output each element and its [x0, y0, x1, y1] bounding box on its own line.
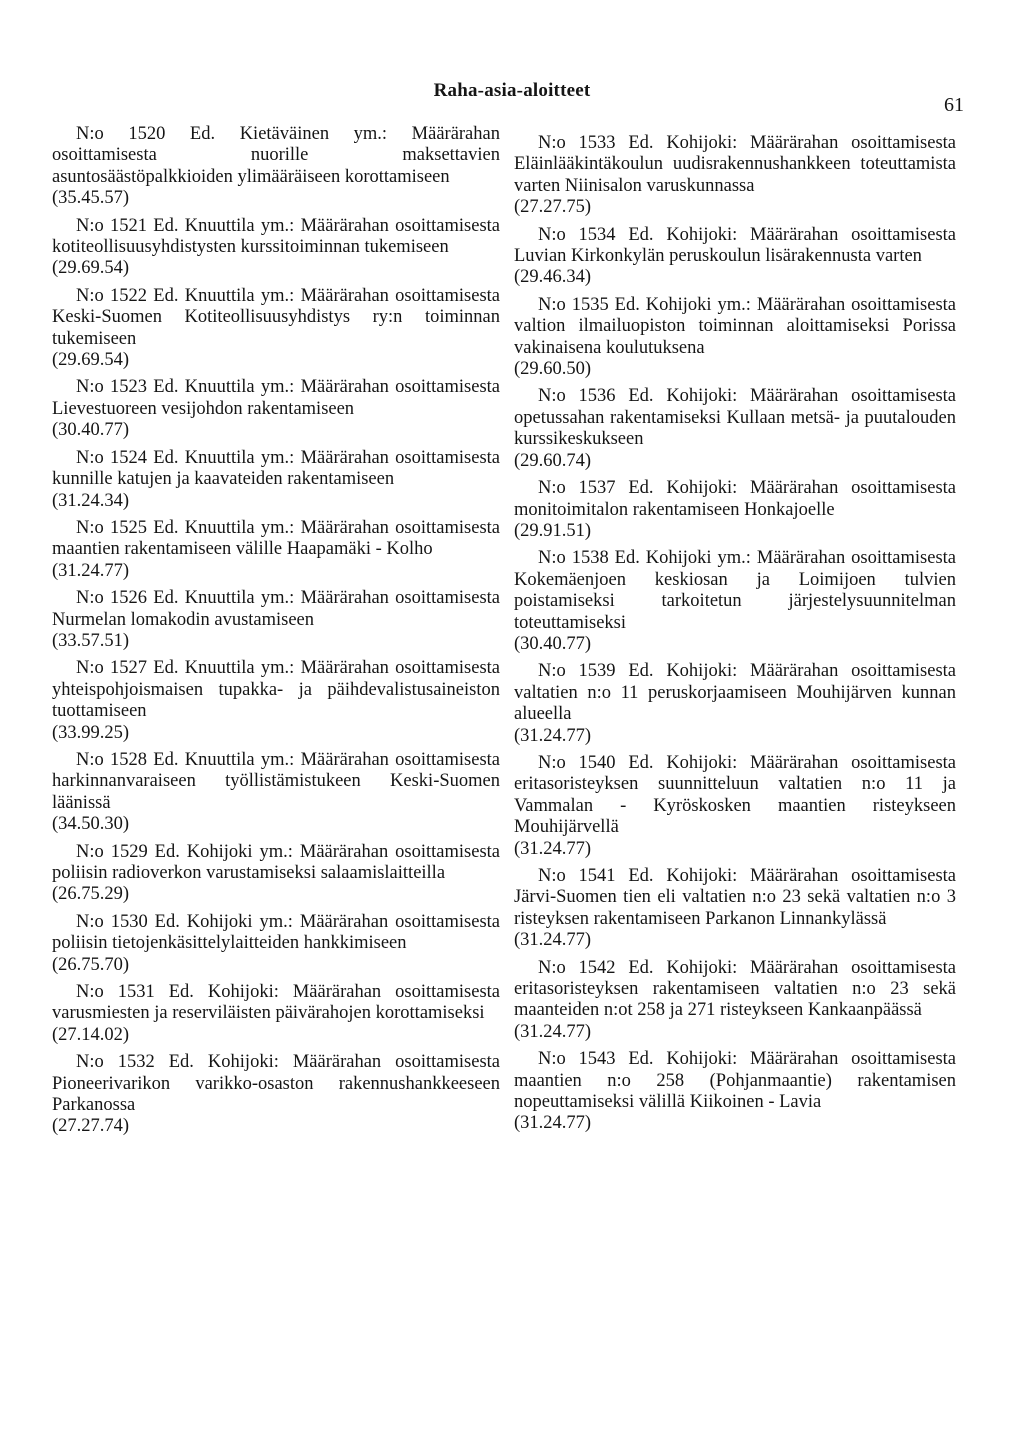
entry-code: (29.69.54) — [52, 258, 130, 279]
entry-text: N:o 1535 Ed. Kohijoki ym.: Määrärahan osoittamisesta valtion ilmailuopiston toiminnan aloittamiseksi Porissa vakinaisena koulutuksena — [514, 294, 956, 358]
entry — [52, 842, 500, 906]
entry-text: N:o 1527 Ed. Knuuttila ym.: Määrärahan osoittamisesta yhteispohjoismaisen tupakka- ja päihdevalistusaineiston tuottamiseen — [52, 658, 500, 722]
entry-text: N:o 1528 Ed. Knuuttila ym.: Määrärahan osoittamisesta harkinnanvaraiseen työllistämistukeen Keski-Suomen läänissä — [52, 749, 500, 813]
entry — [514, 661, 956, 747]
entry-text: N:o 1542 Ed. Kohijoki: Määrärahan osoittamisesta eritasoristeyksen rakentamiseen valtatien n:o 23 sekä maanteiden n:ot 258 ja 271 risteykseen Kankaanpäässä — [514, 957, 956, 1021]
entry-text: N:o 1529 Ed. Kohijoki ym.: Määrärahan osoittamisesta poliisin radioverkon varustamiseksi salaamislaitteilla — [52, 841, 500, 883]
entry — [52, 588, 500, 652]
entry-code: (26.75.29) — [52, 884, 130, 905]
entry-text: N:o 1526 Ed. Knuuttila ym.: Määrärahan osoittamisesta Nurmelan lomakodin avustamiseen — [52, 588, 500, 630]
page-number: 61 — [944, 94, 964, 116]
entry — [52, 286, 500, 372]
entry-code: (31.24.34) — [52, 490, 130, 511]
entry — [514, 295, 956, 381]
entry — [514, 386, 956, 472]
entry-code: (31.24.77) — [514, 930, 592, 951]
entry-code: (26.75.70) — [52, 954, 130, 975]
entry — [52, 216, 500, 280]
entry-text: N:o 1530 Ed. Kohijoki ym.: Määrärahan osoittamisesta poliisin tietojenkäsittelylaitteiden hankkimiseen — [52, 911, 500, 954]
entry-code: (29.91.51) — [514, 520, 592, 541]
entry — [52, 448, 500, 512]
entry-code: (35.45.57) — [52, 188, 130, 209]
entry — [52, 518, 500, 582]
entry-code: (31.24.77) — [514, 725, 592, 746]
entry-text: N:o 1532 Ed. Kohijoki: Määrärahan osoittamisesta Pioneerivarikon varikko-osaston rakennushankkeeseen Parkanossa — [52, 1052, 500, 1116]
entry — [514, 548, 956, 655]
entry-code: (34.50.30) — [52, 814, 130, 835]
running-title: Raha-asia-aloitteet — [433, 80, 591, 101]
entry-text: N:o 1543 Ed. Kohijoki: Määrärahan osoittamisesta maantien n:o 258 (Pohjanmaantie) rakentamisen nopeuttamiseksi välillä Kiikoinen - Lavia — [514, 1049, 956, 1113]
entry-code: (33.57.51) — [52, 630, 130, 651]
entry-text: N:o 1541 Ed. Kohijoki: Määrärahan osoittamisesta Järvi-Suomen tien eli valtatien n:o 23 sekä valtatien n:o 3 risteyksen rakentamiseen Parkanon Linnankylässä — [514, 866, 956, 929]
entry — [52, 124, 500, 210]
entry-text: N:o 1536 Ed. Kohijoki: Määrärahan osoittamisesta opetussahan rakentamiseksi Kullaan metsä- ja puutalouden kurssikeskukseen — [514, 386, 956, 450]
entry-code: (27.27.75) — [514, 197, 592, 218]
entry — [52, 658, 500, 744]
entry-code: (29.60.74) — [514, 450, 592, 471]
entry-code: (31.24.77) — [514, 1021, 592, 1042]
entry-code: (30.40.77) — [514, 633, 592, 654]
entry-code: (27.14.02) — [52, 1024, 130, 1045]
entry-code: (29.46.34) — [514, 267, 592, 288]
entry-code: (30.40.77) — [52, 420, 130, 441]
entry-text: N:o 1521 Ed. Knuuttila ym.: Määrärahan osoittamisesta kotiteollisuusyhdistysten kurssitoiminnan tukemiseen — [52, 215, 500, 258]
entry-text: N:o 1524 Ed. Knuuttila ym.: Määrärahan osoittamisesta kunnille katujen ja kaavateiden rakentamiseen — [52, 447, 500, 490]
entry-code: (29.69.54) — [52, 350, 130, 371]
entry-text: N:o 1522 Ed. Knuuttila ym.: Määrärahan osoittamisesta Keski-Suomen Kotiteollisuusyhdistys ry:n toiminnan tukemiseen — [52, 285, 500, 349]
entry-text: N:o 1540 Ed. Kohijoki: Määrärahan osoittamisesta eritasoristeyksen suunnitteluun valtatien n:o 11 ja Vammalan - Kyröskosken maantien risteykseen Mouhijärvellä — [514, 752, 956, 838]
entry — [514, 1049, 956, 1135]
entry — [52, 912, 500, 976]
entry — [52, 1052, 500, 1138]
entry-code: (33.99.25) — [52, 722, 130, 743]
entry-code: (31.24.77) — [514, 838, 592, 859]
entry — [514, 958, 956, 1044]
entry — [514, 753, 956, 860]
entry-code: (31.24.77) — [52, 560, 130, 581]
entry-text: N:o 1533 Ed. Kohijoki: Määrärahan osoittamisesta Eläinlääkintäkoulun uudisrakennushankkeen toteuttamista varten Niinisalon varuskunnassa — [514, 133, 956, 196]
entry-code: (31.24.77) — [514, 1113, 592, 1134]
entry — [52, 982, 500, 1046]
entry-text: N:o 1537 Ed. Kohijoki: Määrärahan osoittamisesta monitoimitalon rakentamiseen Honkajoelle — [514, 478, 956, 520]
entry — [514, 866, 956, 952]
entry-code: (27.27.74) — [52, 1116, 130, 1137]
entry-text: N:o 1534 Ed. Kohijoki: Määrärahan osoittamisesta Luvian Kirkonkylän peruskoulun lisärakennusta varten — [514, 224, 956, 267]
entry — [514, 225, 956, 289]
entry-text: N:o 1523 Ed. Knuuttila ym.: Määrärahan osoittamisesta Lievestuoreen vesijohdon rakentamiseen — [52, 377, 500, 419]
right-column — [514, 133, 956, 1141]
entry-text: N:o 1538 Ed. Kohijoki ym.: Määrärahan osoittamisesta Kokemäenjoen keskiosan ja Loimijoen tulvien poistamiseksi tarkoitetun järjestelysuunnitelman toteuttamiseksi — [514, 548, 956, 633]
entry-code: (29.60.50) — [514, 359, 592, 380]
entry — [52, 377, 500, 441]
entry — [514, 478, 956, 542]
entry — [52, 750, 500, 836]
entry-text: N:o 1539 Ed. Kohijoki: Määrärahan osoittamisesta valtatien n:o 11 peruskorjaamiseen Mouhijärven kunnan alueella — [514, 661, 956, 725]
entry-text: N:o 1531 Ed. Kohijoki: Määrärahan osoittamisesta varusmiesten ja reserviläisten päivärahojen korottamiseksi — [52, 982, 500, 1024]
entry-text: N:o 1520 Ed. Kietäväinen ym.: Määrärahan osoittamisesta nuorille maksettavien asuntosäästöpalkkioiden ylimääräiseen korottamiseen — [52, 124, 500, 187]
entry-text: N:o 1525 Ed. Knuuttila ym.: Määrärahan osoittamisesta maantien rakentamiseen välille Haapamäki - Kolho — [52, 517, 500, 560]
entry — [514, 133, 956, 219]
left-column — [52, 124, 500, 1144]
